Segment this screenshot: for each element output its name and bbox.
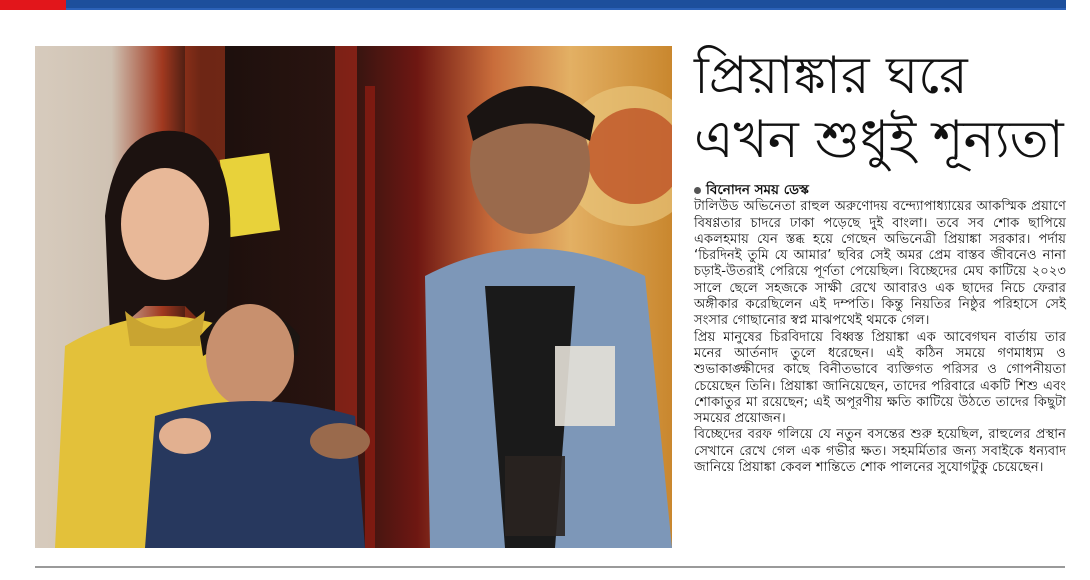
bottom-rule (35, 566, 1065, 568)
headline: প্রিয়াঙ্কার ঘরে এখন শুধুই শূন্যতা (694, 46, 1064, 170)
news-photo (35, 46, 672, 548)
header-rule (66, 8, 1066, 10)
article-body (694, 182, 1066, 476)
byline-text: বিনোদন সময় ডেস্ক (706, 182, 809, 198)
byline (694, 182, 1066, 198)
paragraph-1: টালিউড অভিনেতা রাহুল অরুণোদয় বন্দ্যোপাধ্যায়ের আকস্মিক প্রয়াণে বিষণ্ণতার চাদরে ঢাকা পড়েছে দুই বাংলা। তবে সব শোক ছাপিয়ে একলহমায় যেন স্তব্ধ হয়ে গেছেন অভিনেত্রী প্রিয়াঙ্কা সরকার। পর্দায় ‘চিরদিনই তুমি যে আমার’ ছবির সেই অমর প্রেম বাস্তব জীবনেও নানা চড়াই-উতরাই পেরিয়ে পূর্ণতা পেয়েছিল। বিচ্ছেদের মেঘ কাটিয়ে ২০২৩ সালে ছেলে সহজকে সাক্ষী রেখে আবারও এক ছাদের নিচে ফেরার অঙ্গীকার করেছিলেন এই দম্পতি। কিন্তু নিয়তির নিষ্ঠুর পরিহাসে সেই সংসার গোছানোর স্বপ্ন মাঝপথেই থমকে গেল। (694, 199, 1066, 329)
header-red-block (0, 0, 66, 10)
paragraph-3: বিচ্ছেদের বরফ গলিয়ে যে নতুন বসন্তের শুরু হয়েছিল, রাহুলের প্রস্থান সেখানে রেখে গেল এক গভীর ক্ষত। সহমর্মিতার জন্য সবাইকে ধন্যবাদ জানিয়ে প্রিয়াঙ্কা কেবল শান্তিতে শোক পালনের সুযোগটুকু চেয়েছেন। (694, 427, 1066, 476)
photo-illustration (35, 46, 672, 548)
paragraph-2: প্রিয় মানুষের চিরবিদায়ে বিধ্বস্ত প্রিয়াঙ্কা এক আবেগঘন বার্তায় তার মনের আর্তনাদ তুলে ধরেছেন। এই কঠিন সময়ে গণমাধ্যম ও শুভাকাঙ্ক্ষীদের কাছে বিনীতভাবে ব্যক্তিগত পরিসর ও গোপনীয়তা চেয়েছেন তিনি। প্রিয়াঙ্কা জানিয়েছেন, তাদের পরিবারে একটি শিশু এবং শোকাতুর মা রয়েছেন; এই অপূরণীয় ক্ষতি কাটিয়ে উঠতে তাদের কিছুটা সময়ের প্রয়োজন। (694, 329, 1066, 427)
bullet-icon (694, 187, 701, 194)
header-blue-bar (66, 0, 1066, 8)
